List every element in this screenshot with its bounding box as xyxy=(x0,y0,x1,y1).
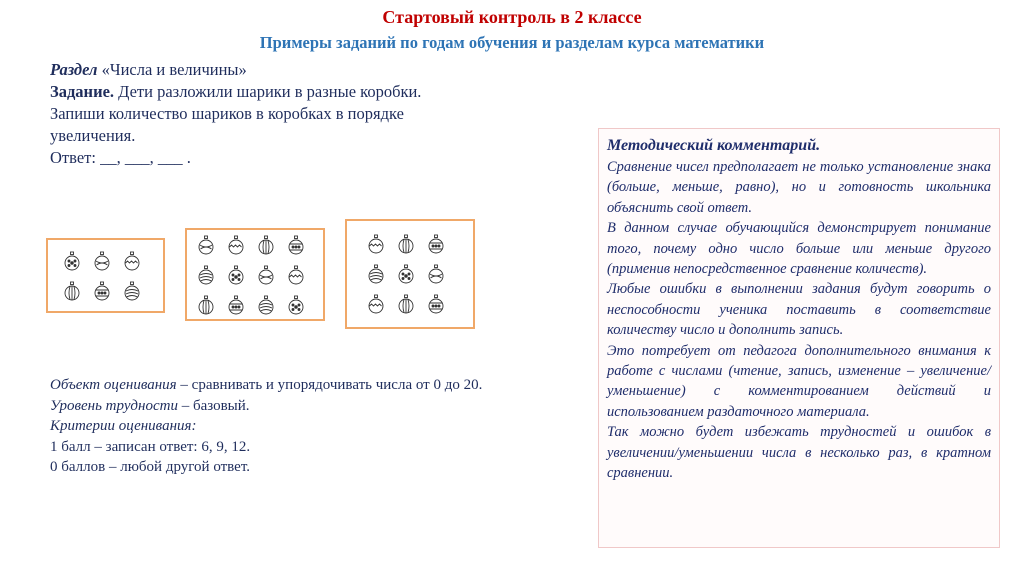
ornament-ball-icon xyxy=(61,278,83,304)
ornament-ball-icon xyxy=(121,278,143,304)
slide-subtitle: Примеры заданий по годам обучения и разделам курса математики xyxy=(259,33,765,52)
box-12-balls xyxy=(185,228,325,321)
ornament-ball-icon xyxy=(255,292,277,318)
object-line xyxy=(50,375,570,396)
box-9-balls xyxy=(345,219,475,329)
answer-line: Ответ: __, ___, ___ . xyxy=(50,148,191,167)
ornament-ball-icon xyxy=(255,232,277,258)
ornament-ball-icon xyxy=(225,292,247,318)
criteria-1: 1 балл – записан ответ: 6, 9, 12. xyxy=(50,438,251,455)
task-label: Задание. xyxy=(50,82,115,101)
ornament-ball-icon xyxy=(61,248,83,274)
comment-paragraph: Это потребует от педагога дополнительного внимания к работе с числами (чтение, запись, изменение – увеличение/уменьшение) с комментированием действий и использованием раздаточного материала. xyxy=(607,342,991,420)
level-line xyxy=(50,396,570,417)
comment-paragraph: Сравнение чисел предполагает не только установление знака (больше, меньше, равно), но и готовность школьника объяснить свой ответ. xyxy=(607,159,991,216)
task-block xyxy=(50,59,500,169)
section-name: «Числа и величины» xyxy=(97,60,247,79)
ornament-ball-icon xyxy=(425,231,447,257)
ornament-ball-icon xyxy=(365,231,387,257)
ornament-ball-icon xyxy=(395,261,417,287)
ornament-ball-icon xyxy=(91,248,113,274)
instruction-line-2: увеличения. xyxy=(50,126,136,145)
methodical-comment-box xyxy=(598,128,1000,548)
ornament-ball-icon xyxy=(425,261,447,287)
ornament-ball-icon xyxy=(285,262,307,288)
ornament-ball-icon xyxy=(285,232,307,258)
ornament-ball-icon xyxy=(285,292,307,318)
ornament-ball-icon xyxy=(395,291,417,317)
comment-heading: Методический комментарий. xyxy=(607,137,821,154)
task-line xyxy=(50,81,500,103)
ornament-ball-icon xyxy=(225,232,247,258)
level-label: Уровень трудности xyxy=(50,397,178,414)
comment-paragraph: Так можно будет избежать трудностей и ошибок в увеличении/уменьшении числа в несколько раз, в кратном сравнении. xyxy=(607,424,991,482)
section-label: Раздел xyxy=(50,60,98,79)
criteria-0: 0 баллов – любой другой ответ. xyxy=(50,459,251,475)
ornament-ball-icon xyxy=(195,292,217,318)
criteria-label: Критерии оценивания: xyxy=(50,418,197,434)
ornament-ball-icon xyxy=(225,262,247,288)
comment-paragraph: Любые ошибки в выполнении задания будут говорить о неспособности ученика поставить в соответствие количеству число и дополнить запись. xyxy=(607,281,991,339)
instruction-line-1: Запиши количество шариков в коробках в порядке xyxy=(50,104,404,123)
evaluation-block xyxy=(50,375,570,478)
task-text: Дети разложили шарики в разные коробки. xyxy=(114,82,422,101)
ornament-ball-icon xyxy=(255,262,277,288)
ornament-ball-icon xyxy=(365,291,387,317)
object-text: – сравнивать и упорядочивать числа от 0 до 20. xyxy=(176,377,483,393)
section-line xyxy=(50,59,500,81)
ornament-ball-icon xyxy=(121,248,143,274)
ornament-ball-icon xyxy=(395,231,417,257)
ornament-ball-icon xyxy=(365,261,387,287)
box-6-balls xyxy=(46,238,165,313)
slide-title: Стартовый контроль в 2 классе xyxy=(382,7,642,27)
ornament-ball-icon xyxy=(195,262,217,288)
ornament-ball-icon xyxy=(195,232,217,258)
comment-paragraph: В данном случае обучающийся демонстрирует понимание того, почему одно число больше или меньше другого (применив непосредственное сравнение количеств). xyxy=(607,220,991,278)
ornament-ball-icon xyxy=(91,278,113,304)
object-label: Объект оценивания xyxy=(50,377,177,393)
level-text: – базовый. xyxy=(177,397,250,414)
ornament-ball-icon xyxy=(425,291,447,317)
